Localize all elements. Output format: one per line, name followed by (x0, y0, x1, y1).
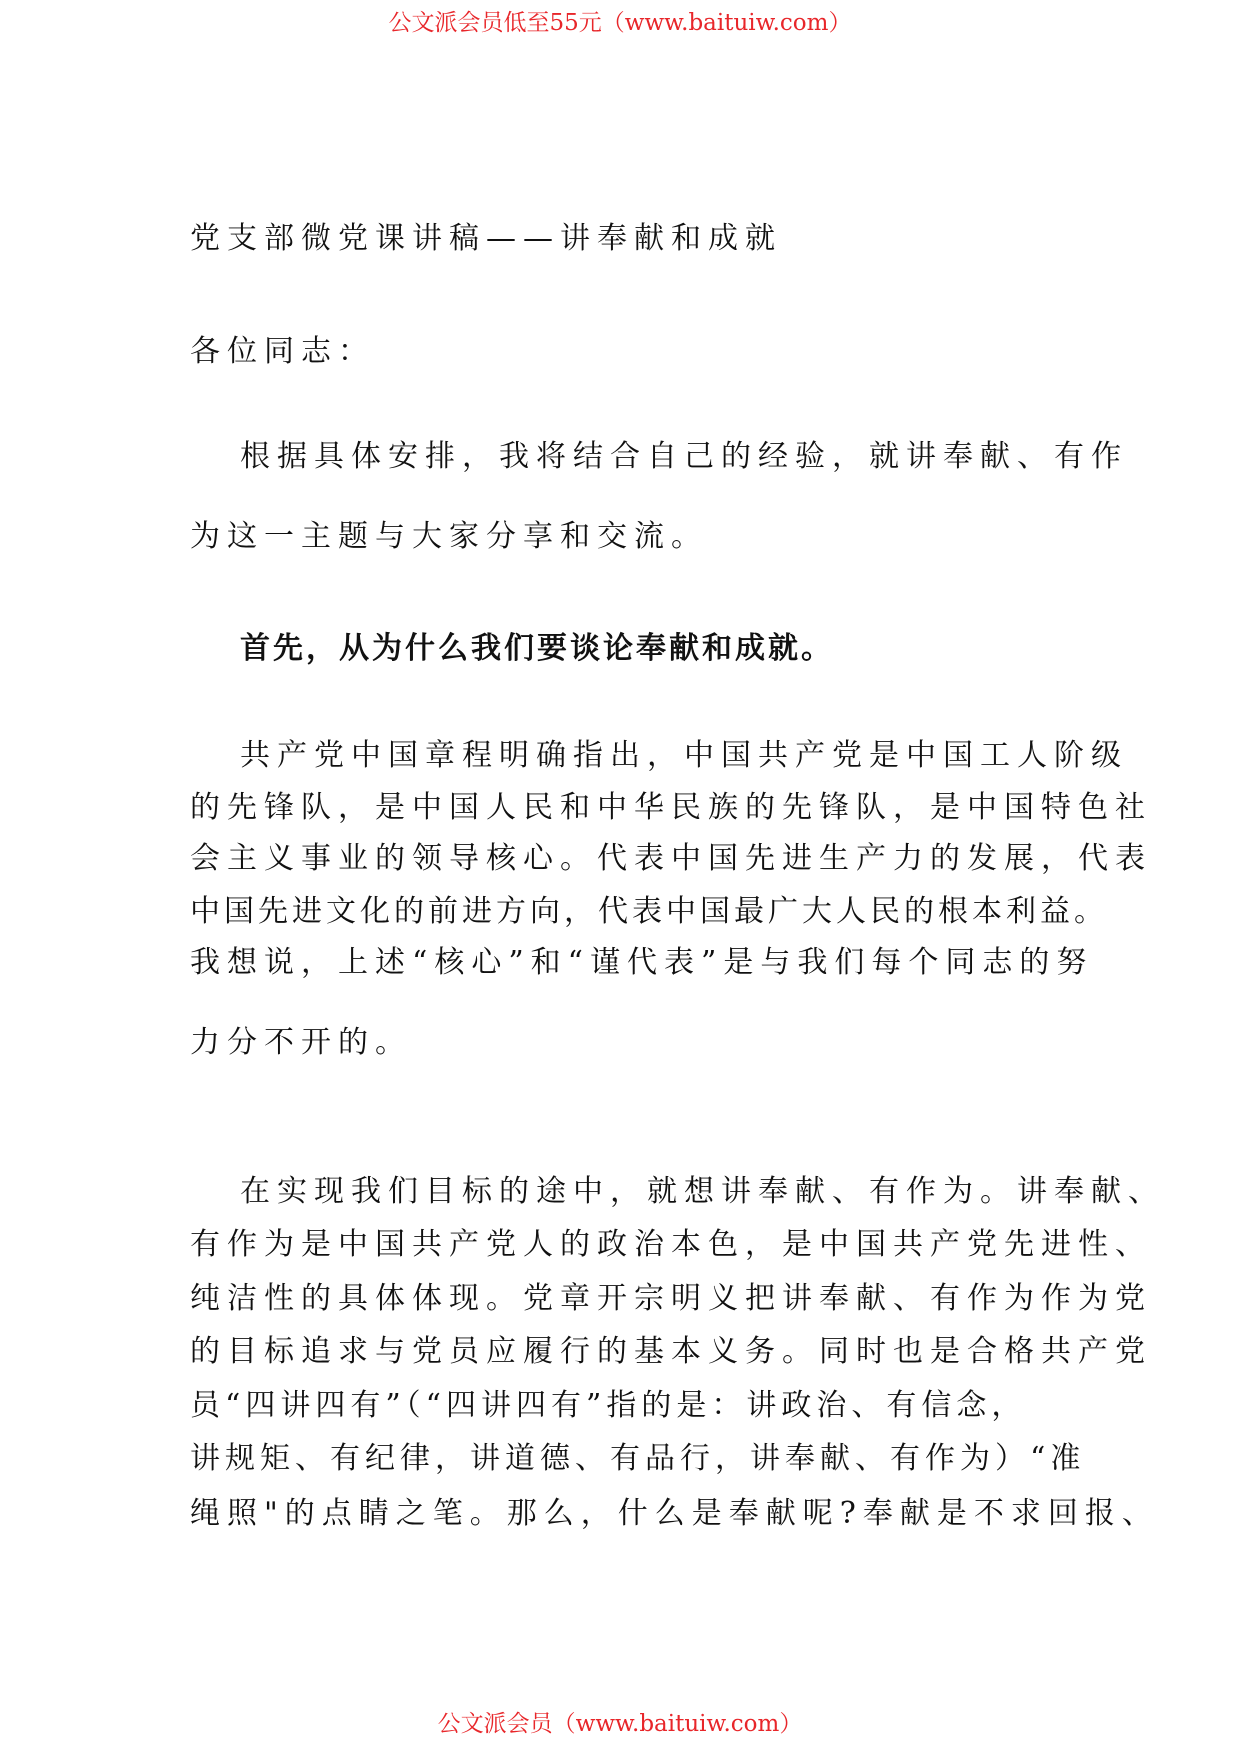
paragraph-2-line-2: 的先锋队，是中国人民和中华民族的先锋队，是中国特色社 (190, 790, 1152, 825)
paragraph-1-line-2: 为这一主题与大家分享和交流。 (190, 519, 708, 554)
paragraph-3-line-4: 的目标追求与党员应履行的基本义务。同时也是合格共产党 (190, 1334, 1152, 1369)
paragraph-2-line-5: 我想说，上述“核心”和“谨代表”是与我们每个同志的努 (190, 945, 1094, 980)
paragraph-2-line-6: 力分不开的。 (190, 1025, 412, 1060)
paragraph-2-line-1: 共产党中国章程明确指出，中国共产党是中国工人阶级 (240, 738, 1128, 773)
paragraph-2-line-3: 会主义事业的领导核心。代表中国先进生产力的发展，代表 (190, 841, 1152, 876)
section-heading: 首先，从为什么我们要谈论奉献和成就。 (240, 631, 834, 666)
header-watermark-banner: 公文派会员低至55元（www.baituiw.com） (388, 10, 852, 36)
paragraph-3-line-6: 讲规矩、有纪律，讲道德、有品行，讲奉献、有作为）“准 (190, 1441, 1086, 1476)
paragraph-3-line-3: 纯洁性的具体体现。党章开宗明义把讲奉献、有作为作为党 (190, 1281, 1152, 1316)
paragraph-3-line-5: 员“四讲四有”（“四讲四有”指的是：讲政治、有信念， (190, 1388, 1027, 1423)
salutation: 各位同志： (190, 334, 375, 369)
paragraph-2-line-4: 中国先进文化的前进方向，代表中国最广大人民的根本利益。 (190, 894, 1108, 929)
paragraph-3-line-2: 有作为是中国共产党人的政治本色，是中国共产党先进性、 (190, 1227, 1152, 1262)
paragraph-3-line-1: 在实现我们目标的途中，就想讲奉献、有作为。讲奉献、 (240, 1174, 1165, 1209)
document-title: 党支部微党课讲稿——讲奉献和成就 (190, 221, 782, 256)
footer-watermark-banner: 公文派会员（www.baituiw.com） (437, 1711, 803, 1737)
paragraph-3-line-7: 绳照"的点睛之笔。那么，什么是奉献呢?奉献是不求回报、 (190, 1496, 1159, 1531)
paragraph-1-line-1: 根据具体安排，我将结合自己的经验，就讲奉献、有作 (240, 439, 1128, 474)
